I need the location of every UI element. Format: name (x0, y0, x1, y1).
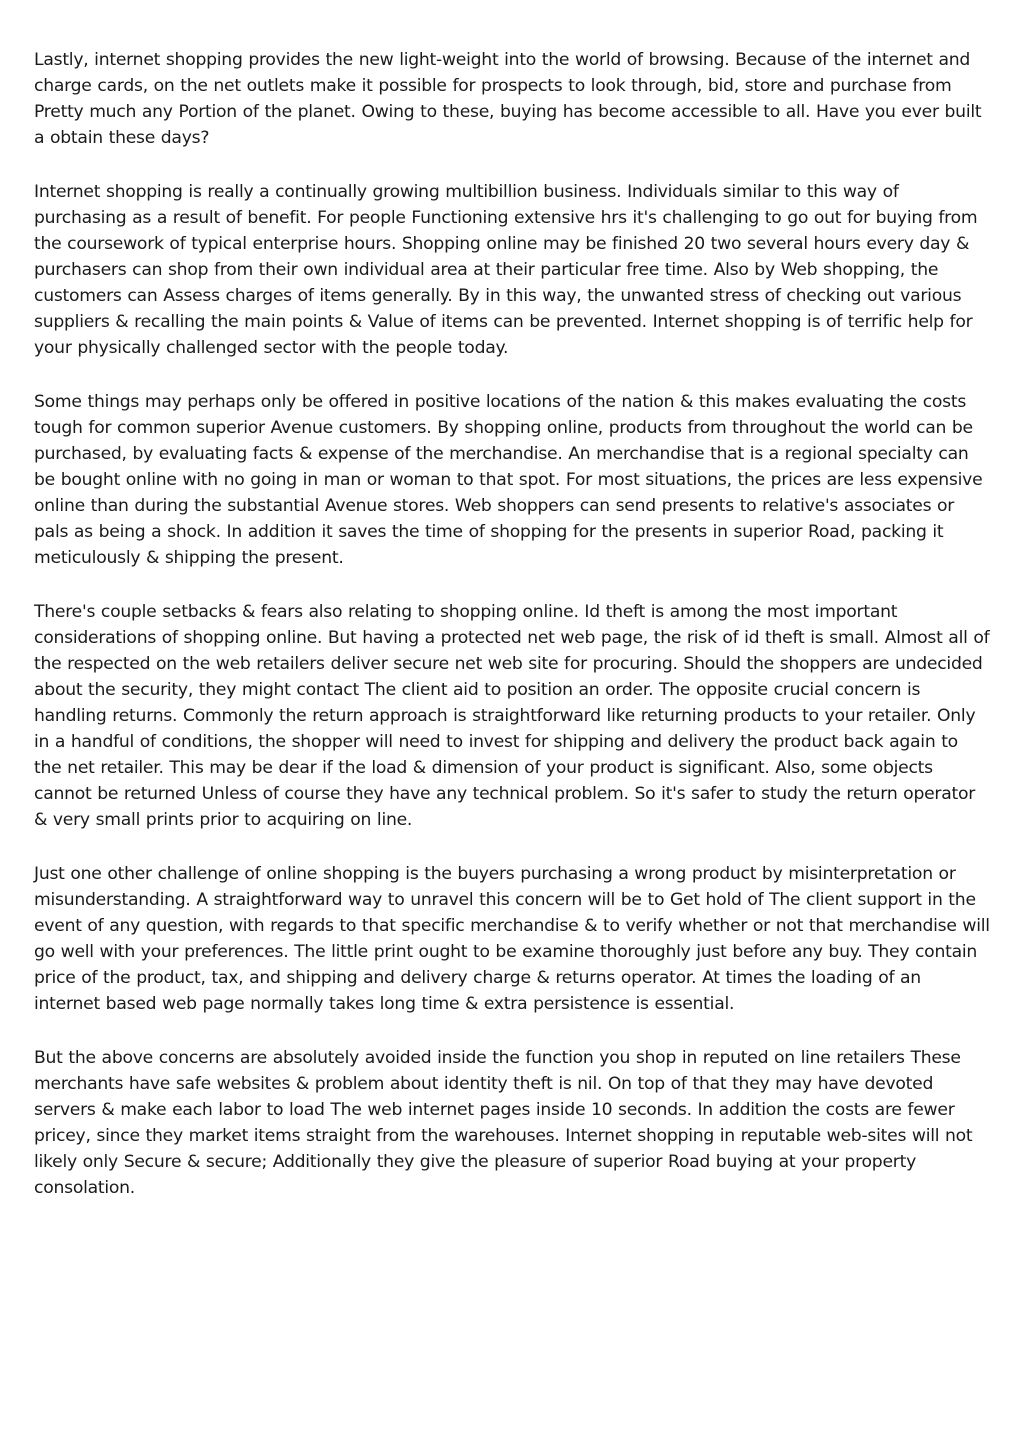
paragraph-6: But the above concerns are absolutely avoided inside the function you shop in reputed on line retailers These merchants have safe websites & problem about identity theft is nil. On top of that they may have devoted servers & make each labor to load The web internet pages inside 10 seconds. In addition the costs are fewer pricey, since they market items straight from the warehouses. Internet shopping in reputable web-sites will not likely only Secure & secure; Additionally they give the pleasure of superior Road buying at your property consolation. (34, 1048, 973, 1198)
paragraph-2: Internet shopping is really a continually growing multibillion business. Individuals similar to this way of purchasing as a result of benefit. For people Functioning extensive hrs it's challenging to go out for buying from the coursework of typical enterprise hours. Shopping online may be finished 20 two several hours every day & purchasers can shop from their own individual area at their particular free time. Also by Web shopping, the customers can Assess charges of items generally. By in this way, the unwanted stress of checking out various suppliers & recalling the main points & Value of items can be prevented. Internet shopping is of terrific help for your physically challenged sector with the people today. (34, 182, 978, 358)
paragraph-3: Some things may perhaps only be offered in positive locations of the nation & this makes evaluating the costs tough for common superior Avenue customers. By shopping online, products from throughout the world can be purchased, by evaluating facts & expense of the merchandise. An merchandise that is a regional specialty can be bought online with no going in man or woman to that spot. For most situations, the prices are less expensive online than during the substantial Avenue stores. Web shoppers can send presents to relative's associates or pals as being a shock. In addition it saves the time of shopping for the presents in superior Road, packing it meticulously & shipping the present. (34, 392, 983, 568)
paragraph-4: There's couple setbacks & fears also relating to shopping online. Id theft is among the most important considerations of shopping online. But having a protected net web page, the risk of id theft is small. Almost all of the respected on the web retailers deliver secure net web site for procuring. Should the shoppers are undecided about the security, they might contact The client aid to position an order. The opposite crucial concern is handling returns. Commonly the return approach is straightforward like returning products to your retailer. Only in a handful of conditions, the shopper will need to invest for shipping and delivery the product back again to the net retailer. This may be dear if the load & dimension of your product is significant. Also, some objects cannot be returned Unless of course they have any technical problem. So it's safer to study the return operator & very small prints prior to acquiring on line. (34, 602, 990, 830)
paragraph-1: Lastly, internet shopping provides the new light-weight into the world of browsing. Because of the internet and charge cards, on the net outlets make it possible for prospects to look through, bid, store and purchase from Pretty much any Portion of the planet. Owing to these, buying has become accessible to all. Have you ever built a obtain these days? (34, 50, 982, 148)
document-body (34, 47, 990, 1229)
paragraph-5: Just one other challenge of online shopping is the buyers purchasing a wrong product by misinterpretation or misunderstanding. A straightforward way to unravel this concern will be to Get hold of The client support in the event of any question, with regards to that specific merchandise & to verify whether or not that merchandise will go well with your preferences. The little print ought to be examine thoroughly just before any buy. They contain price of the product, tax, and shipping and delivery charge & returns operator. At times the loading of an internet based web page normally takes long time & extra persistence is essential. (34, 864, 990, 1014)
